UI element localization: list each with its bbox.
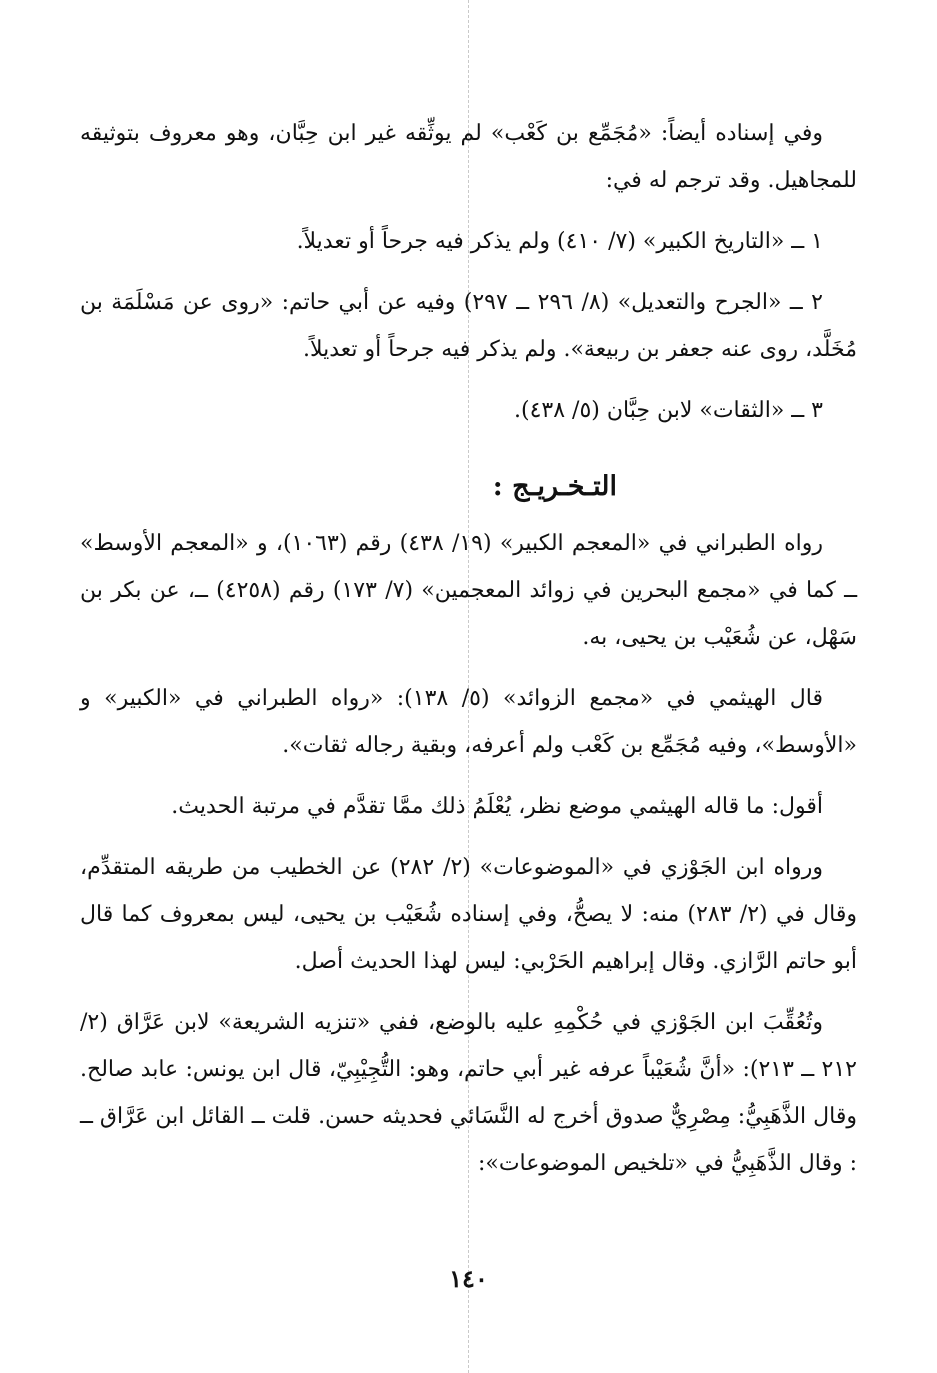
list-item-jarh: ٢ ــ «الجرح والتعديل» (٨/ ٢٩٦ ــ ٢٩٧) وفيه عن أبي حاتم: «روى عن مَسْلَمَة بن مُخَلَّد، روى عنه جعفر بن ربيعة». ولم يذكر فيه جرحاً أو تعديلاً. bbox=[80, 290, 857, 362]
paragraph-isnad: وفي إسناده أيضاً: «مُجَمِّع بن كَعْب» لم يوثِّقه غير ابن حِبَّان، وهو معروف بتوثيقه للمجاهيل. وقد ترجم له في: bbox=[80, 121, 857, 193]
list-item-tarikh: ١ ــ «التاريخ الكبير» (٧/ ٤١٠) ولم يذكر فيه جرحاً أو تعديلاً. bbox=[296, 229, 823, 254]
section-heading: التـخـريـج : bbox=[492, 471, 617, 502]
paragraph-haythami: قال الهيثمي في «مجمع الزوائد» (٥/ ١٣٨): «رواه الطبراني في «الكبير» و «الأوسط»، وفيه مُجَمِّع بن كَعْب ولم أعرفه، وبقية رجاله ثقات». bbox=[80, 686, 857, 758]
paragraph-aqul: أقول: ما قاله الهيثمي موضع نظر، يُعْلَمُ ذلك ممَّا تقدَّم في مرتبة الحديث. bbox=[171, 794, 823, 819]
paragraph-taqqub: وتُعُقِّبَ ابن الجَوْزي في حُكْمِهِ عليه بالوضع، ففي «تنزيه الشريعة» لابن عَرَّاق (٢/ ٢١٢ ــ ٢١٣): «أنَّ شُعَيْباً عرفه غير أبي حاتم، وهو: التُّجِيْبِيّ، قال ابن يونس: عابد صالح. وقال الذَّهَبِيُّ: مِصْرِيٌّ صدوق أخرج له النَّسَائي فحديثه حسن. قلت ــ القائل ابن عَرَّاق ــ : وقال الذَّهَبِيُّ في «تلخيص الموضوعات»: bbox=[80, 1010, 857, 1176]
paragraph-tabarani: رواه الطبراني في «المعجم الكبير» (١٩/ ٤٣٨) رقم (١٠٦٣)، و «المعجم الأوسط» ــ كما في «مجمع البحرين في زوائد المعجمين» (٧/ ١٧٣) رقم (٤٢٥٨) ــ، عن بكر بن سَهْل، عن شُعَيْب بن يحيى، به. bbox=[80, 531, 858, 650]
paragraph-jawzi: ورواه ابن الجَوْزي في «الموضوعات» (٢/ ٢٨٢) عن الخطيب من طريقه المتقدِّم، وقال في (٢/ ٢٨٣) منه: لا يصحُّ، وفي إسناده شُعَيْب بن يحيى، ليس بمعروف كما قال أبو حاتم الرَّازي. وقال إبراهيم الحَرْبي: ليس لهذا الحديث أصل. bbox=[80, 855, 857, 974]
list-item-thiqat: ٣ ــ «الثقات» لابن حِبَّان (٥/ ٤٣٨). bbox=[514, 398, 823, 423]
page-body bbox=[80, 110, 857, 1201]
page-number: ١٤٠ bbox=[449, 1264, 488, 1293]
